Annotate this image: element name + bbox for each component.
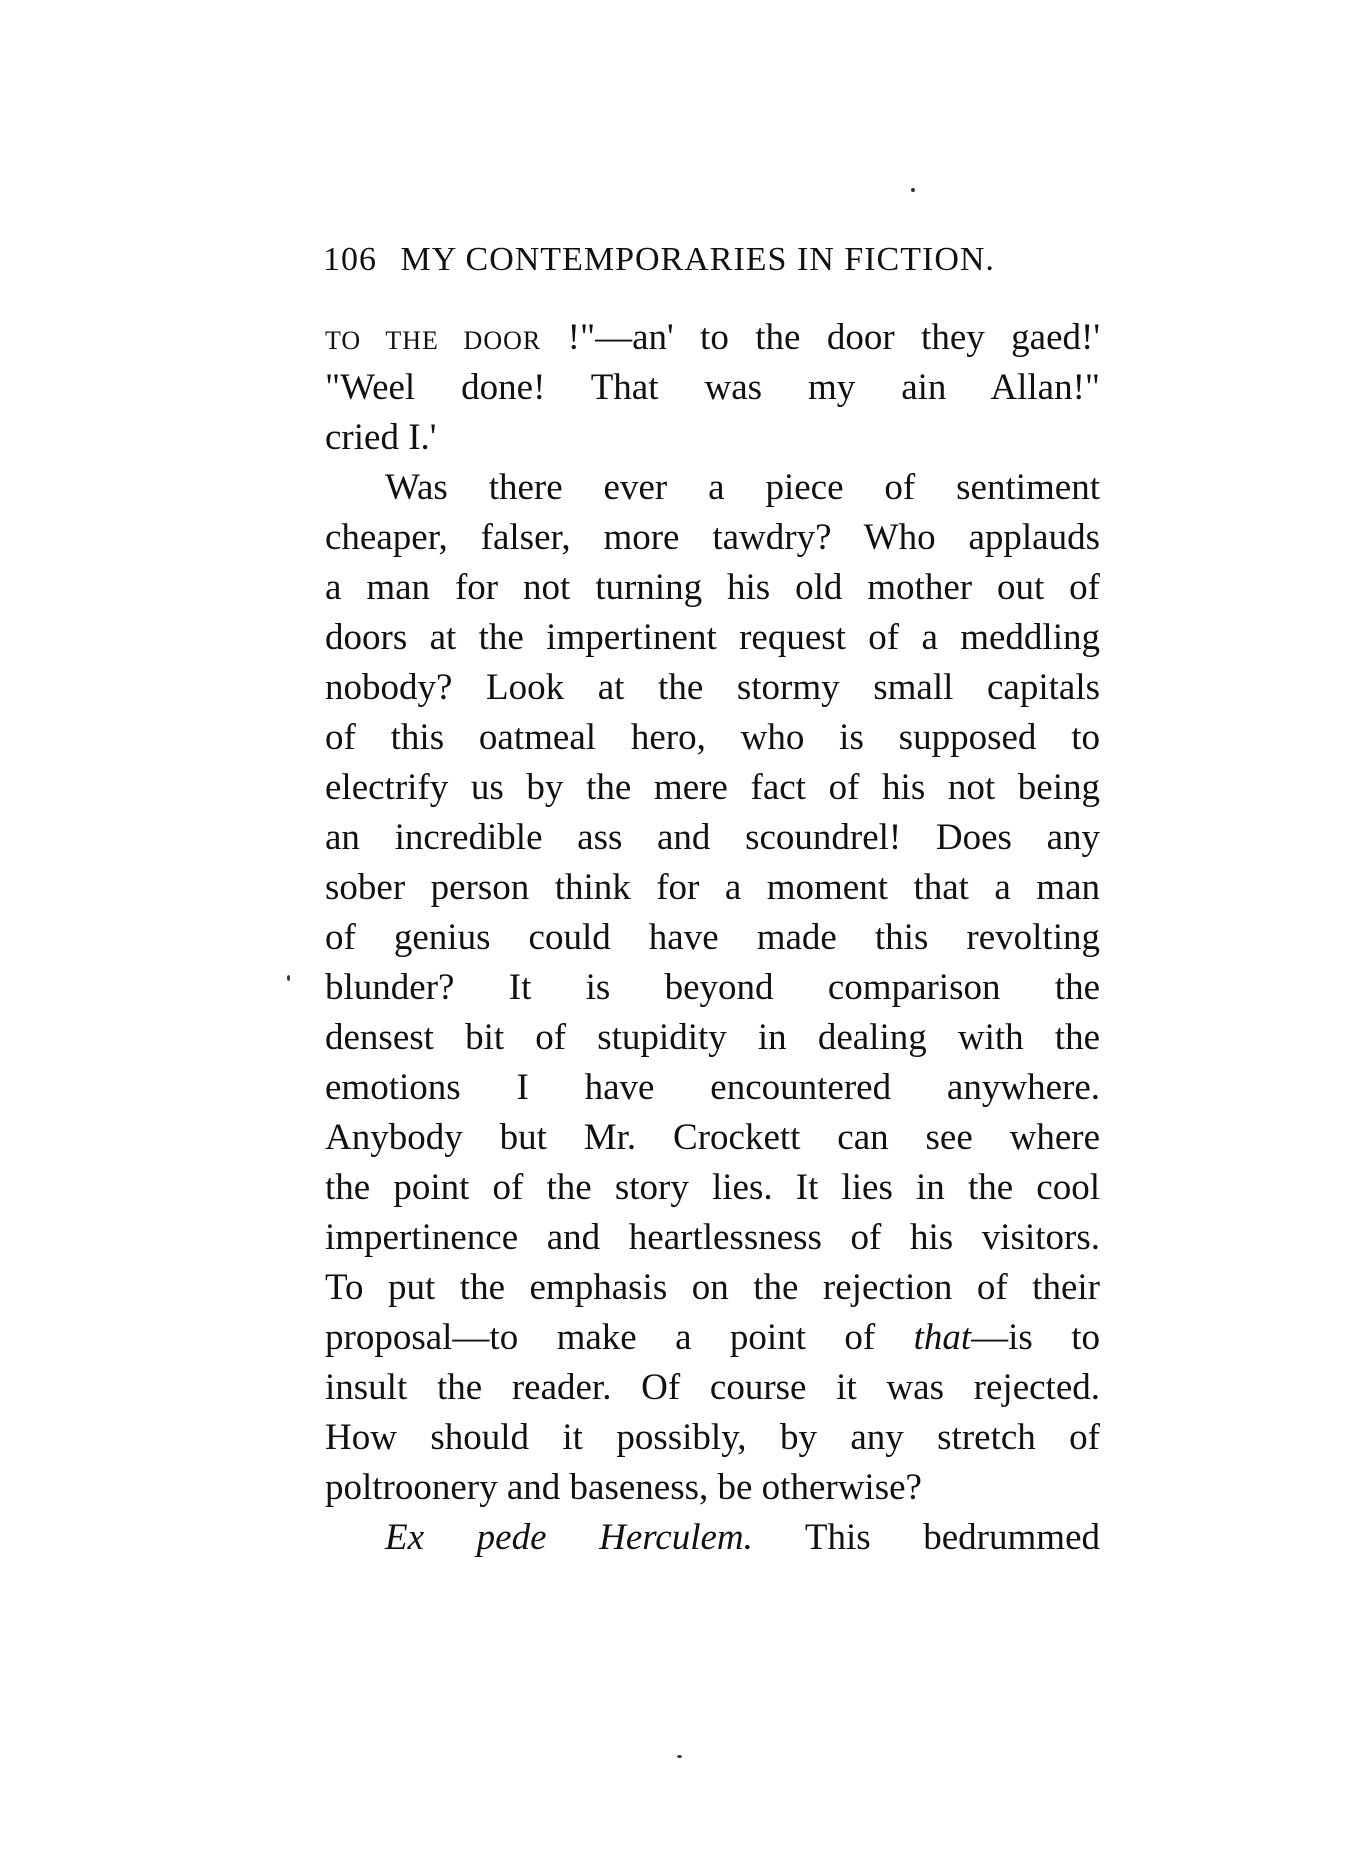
text-span: !"—an' to the door they gaed!' bbox=[567, 317, 1100, 358]
text-line: "Weel done! That was my ain Allan!" bbox=[325, 367, 1100, 408]
text-line: an incredible ass and scoundrel! Does any bbox=[325, 817, 1100, 858]
text-line bbox=[325, 313, 1100, 363]
text-line: emotions I have encountered anywhere. bbox=[325, 1067, 1100, 1108]
text-line bbox=[325, 1313, 1100, 1363]
text-line: To put the emphasis on the rejection of their bbox=[325, 1267, 1100, 1308]
paragraph-first-line: Was there ever a piece of sentiment bbox=[385, 467, 1100, 508]
page-number: 106 bbox=[323, 241, 377, 278]
speck-mark bbox=[287, 975, 290, 981]
text-line: sober person think for a moment that a man bbox=[325, 867, 1100, 908]
speck-mark bbox=[911, 188, 915, 192]
text-span: —is to bbox=[971, 1317, 1100, 1358]
paragraph-first-line bbox=[325, 1513, 1100, 1563]
text-line: impertinence and heartlessness of his visitors. bbox=[325, 1217, 1100, 1258]
text-line: doors at the impertinent request of a meddling bbox=[325, 617, 1100, 658]
text-line: a man for not turning his old mother out of bbox=[325, 567, 1100, 608]
text-line: cheaper, falser, more tawdry? Who applauds bbox=[325, 517, 1100, 558]
text-line: the point of the story lies. It lies in the cool bbox=[325, 1167, 1100, 1208]
running-title: MY CONTEMPORARIES IN FICTION. bbox=[400, 241, 995, 278]
text-line: blunder? It is beyond comparison the bbox=[325, 967, 1100, 1008]
text-line: cried I.' bbox=[325, 417, 437, 458]
text-line: Anybody but Mr. Crockett can see where bbox=[325, 1117, 1100, 1158]
italic-word: that bbox=[913, 1317, 972, 1358]
text-line: insult the reader. Of course it was rejected. bbox=[325, 1367, 1100, 1408]
text-line: How should it possibly, by any stretch of bbox=[325, 1417, 1100, 1458]
text-line: densest bit of stupidity in dealing with the bbox=[325, 1017, 1100, 1058]
text-span: proposal—to make a point of bbox=[325, 1317, 914, 1358]
speck-mark bbox=[677, 1755, 682, 1758]
text-line: electrify us by the mere fact of his not being bbox=[325, 767, 1100, 808]
text-line: of this oatmeal hero, who is supposed to bbox=[325, 717, 1100, 758]
latin-phrase: Ex pede Herculem. bbox=[385, 1517, 753, 1558]
text-span: This bedrummed bbox=[752, 1517, 1100, 1558]
body-text bbox=[325, 313, 1100, 1563]
text-line: of genius could have made this revolting bbox=[325, 917, 1100, 958]
text-line: poltroonery and baseness, be otherwise? bbox=[325, 1467, 922, 1508]
small-caps-phrase: TO THE DOOR bbox=[325, 326, 542, 355]
text-line: nobody? Look at the stormy small capitals bbox=[325, 667, 1100, 708]
running-head bbox=[323, 240, 1123, 280]
